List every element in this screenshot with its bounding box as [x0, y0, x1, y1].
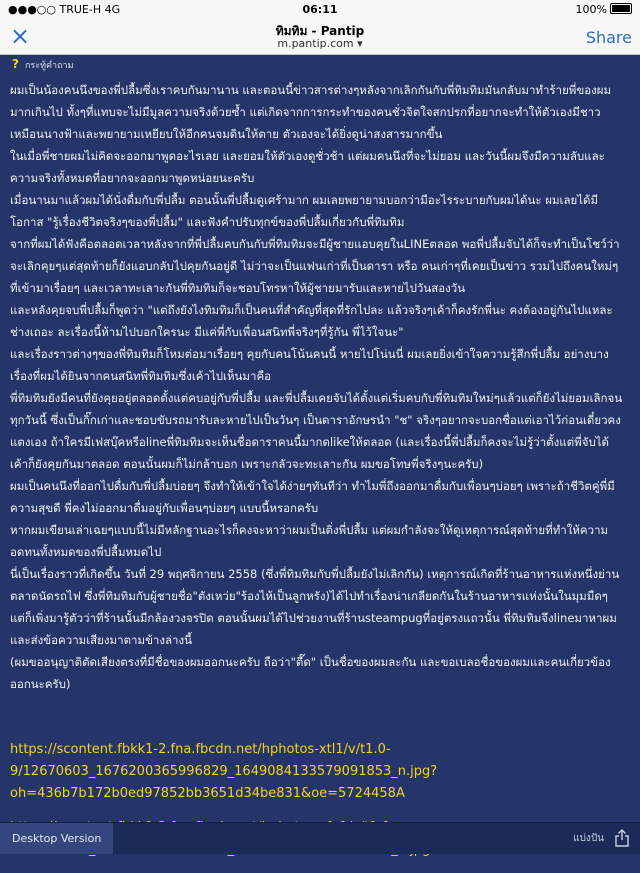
close-icon[interactable]: × — [10, 22, 31, 50]
paragraph: นี่เป็นเรื่องราวที่เกิดขึ้น วันที่ 29 พฤศจิกายน 2558 (ซึ่งพี่ทิมทิมกับพี่ปลื้มยังไม่เลิกกัน) เหตุการณ์เกิดที่ร้านอาหารแห่งหนึ่งย่านตลาดนัดรถไฟ ซึ่งพี่ทิมทิมกับผู้ชายชื่อ"ตังเหว่ย"ร้องไห้เป็นลูกหรัง)ได้ไปทำเรื่องน่าเกลียดกันในร้านอาหารแห่งนั้นในมุมมืดๆ แต่ก็เพิ่งมารู้ตัวว่าที่ร้านนั้นมีกล้องวงจรปิด ตอนนั้นผมได้ไปช่วยงานที่ร้านsteampugที่อยู่ตรงแถวนั้น พี่ทิมทิมจึงlineมาหาผมและส่งข้อความเสียงมาตามข้างล่างนี้ — [10, 567, 620, 647]
carrier-signal: ●●●○○ TRUE-H 4G — [8, 3, 121, 16]
question-icon: ? — [12, 57, 19, 71]
paragraph: และหลังคุยจบพี่ปลื้มก็พูดว่า "แต่ถึงยังไงทิมทิมก็เป็นคนที่สำคัญที่สุดที่รักไปละ แล้วจริงๆเค้าก็คงรักพี่นะ คงต้องอยู่กันไปแหละช่างเถอะ ละเรื่องนี้ห้ามไปบอกใครนะ มีแค่พี่กับเพื่อนสนิทพี่จริงๆที่รู้กัน พี่ไว้ใจนะ" — [10, 303, 613, 339]
post-type-label: กระทู้คำถาม — [24, 61, 74, 71]
battery-status — [576, 3, 632, 16]
paragraph: (ผมขออนุญาติตัดเสียงตรงที่มีชื่อของผมออกนะครับ ถือว่า"ตี๊ด" เป็นชื่อของผมละกัน และขอเบลอชื่อของผมและคนเกี่ยวข้องออกนะครับ) — [10, 655, 611, 691]
paragraph: ในเมื่อพี่ชายผมไม่คิดจะออกมาพูดอะไรเลย และยอมให้ตัวเองดูชั่วช้า แต่ผมคนนึงที่จะไม่ยอม และวันนี้ผมจึงมีความลับและความจริงทั้งหมดที่อยากจะออกมาพูดหน่อยนะครับ — [10, 149, 605, 185]
image-link[interactable]: https://scontent.fbkk1-2.fna.fbcdn.net/hphotos-xtl1/v/t1.0-9/12670603_1676200365996829_1649084133579091853_n.jpg?oh=436b7b172b0ed97852bb3651d34be831&oe=5724458A — [10, 742, 438, 801]
paragraph: และเรื่องราวต่างๆของพี่ทิมทิมก็โหมต่อมาเรื่อยๆ คุยกับคนโน้นคนนี้ หายไปโน่นนี่ ผมเลยยิ่งเข้าใจความรู้สึกพี่ปลื้ม อย่างบางเรื่องที่ผมได้ยินจากคนสนิทพี่ทิมทิมซึ่งเค้าไปเห็นมาคือ — [10, 347, 609, 383]
paragraph: หากผมเขียนเล่าเฉยๆแบบนี้ไม่มีหลักฐานอะไรก็คงจะหาว่าผมเป็นติ่งพี่ปลื้ม แต่ผมกำลังจะให้ดูเหตุการณ์สุดท้ายที่ทำให้ความอดทนทั้งหมดของพี่ปลื้มหมดไป — [10, 523, 609, 559]
share-label[interactable]: แบ่งปัน — [573, 833, 604, 844]
desktop-version-button[interactable]: Desktop Version — [0, 823, 113, 854]
nav-bar — [0, 20, 640, 55]
share-button[interactable]: Share — [585, 28, 632, 47]
paragraph: พี่ทิมทิมยังมีคนที่ยังคุยอยู่ตลอดตั้งแต่คบอยู่กับพี่ปลื้ม และพี่ปลื้มเคยจับได้ตั้งแต่เริ่มคบกับพี่ทิมทิมใหม่ๆแล้วแต่ก็ยังไม่ยอมเลิกจนทุกวันนี้ ซึ่งเป็นกิ๊กเก่าและชอบขับรถมารับละหายไปเป็นวันๆ เป็นดาราอักษรนำ "ช" จริงๆอยากจะบอกชื่อแต่เอาไว้ก่อนเดี๋ยวคงแตงเอง ถ้าใครมีเฟสบุ๊คหรือlineพี่ทิมทิมจะเห็นชื่อดาราคนนี้มากดlikeให้ตลอด (และเรื่องนี้พี่ปลื้มก็คงจะไม่รู้ว่าตั้งแต่พี่จับได้เค้าก็ยังคุยกันมาตลอด ตอนนั้นผมก็ไม่กล้าบอก เพราะกลัวจะทะเลาะกัน ผมขอโทษพี่จริงๆนะครับ) — [10, 391, 623, 471]
post-type-row — [12, 57, 74, 72]
paragraph: เมื่อนานมาแล้วผมได้นั่งดื่มกับพี่ปลื้ม ตอนนั้นพี่ปลื้มดูเศร้ามาก ผมเลยพยายามบอกว่ามีอะไรระบายกับผมได้นะ ผมเลยได้มีโอกาส "รู้เรื่องชีวิตจริงๆของพี่ปลื้ม" และฟังคำปรับทุกข์ของพี่ปลื้มเกี่ยวกับพี่ทิมทิม — [10, 193, 599, 229]
post-content[interactable] — [0, 55, 640, 822]
battery-percent: 100% — [575, 3, 607, 16]
paragraph: ผมเป็นน้องคนนึงของพี่ปลื้มซึ่งเราคบกันมานาน และตอนนี้ข่าวสารต่างๆหลังจากเลิกกันกับพี่ทิมทิมมันกลับมาทำร้ายพี่ของผมมากเกินไป ทั้งๆที่แทบจะไม่มีมูลความจริงด้วยซ้ำ แต่เกิดจากการกระทำของคนชั่วจิตใจสกปรกที่อยากจะทำให้ตัวเองมีชาวเหมือนนางฟ้าและพยายามเหยียบให้อีกคนจมดินให้ตาย ตัวเองจะได้ยิ่งดูน่าสงสารมากขึ้น — [10, 83, 612, 141]
url-label[interactable]: m.pantip.com ▾ — [277, 37, 363, 50]
paragraph: จากที่ผมได้ฟังคือตลอดเวลาหลังจากที่พี่ปลื้มคบกันกับพี่ทิมทิมจะมีผู้ชายแอบคุยในLINEตลอด พอพี่ปลื้มจับได้ก็จะทำเป็นโชว์ว่าจะเลิกคุยๆแต่สุดท้ายก็ยังแอบกลับไปคุยกันอยู่ดี ไม่ว่าจะเป็นแฟนเก่าที่เป็นดารา หรือ คนเก่าๆที่เคยเป็นข่าว รวมไปถึงคนใหม่ๆที่เข้ามาเรื่อยๆ และเวลาทะเลาะกันพี่ทิมทิมก็จะชอบโทรหาให้ผู้ชายมารับและหายไปวันสองวัน — [10, 237, 620, 295]
bottom-toolbar — [0, 822, 640, 854]
status-bar — [0, 0, 640, 20]
post-body — [10, 79, 625, 695]
share-icon[interactable] — [614, 829, 630, 847]
clock: 06:11 — [302, 3, 338, 16]
page-title: ทิมทิม - Pantip — [275, 24, 365, 38]
paragraph: ผมเป็นคนนึงที่ออกไปดื่มกับพี่ปลื้มบ่อยๆ จึงทำให้เข้าใจได้ง่ายๆทันทีว่า ทำไมพี่ถึงออกมาดื่มกับเพื่อนๆบ่อยๆ เพราะถ้าชีวิตคู่พี่มีความสุขดี พี่คงไม่ออกมาดื่มอยู่กับเพื่อนๆบ่อยๆ แบบนี้หรอกครับ — [10, 479, 615, 515]
battery-icon — [610, 3, 632, 14]
